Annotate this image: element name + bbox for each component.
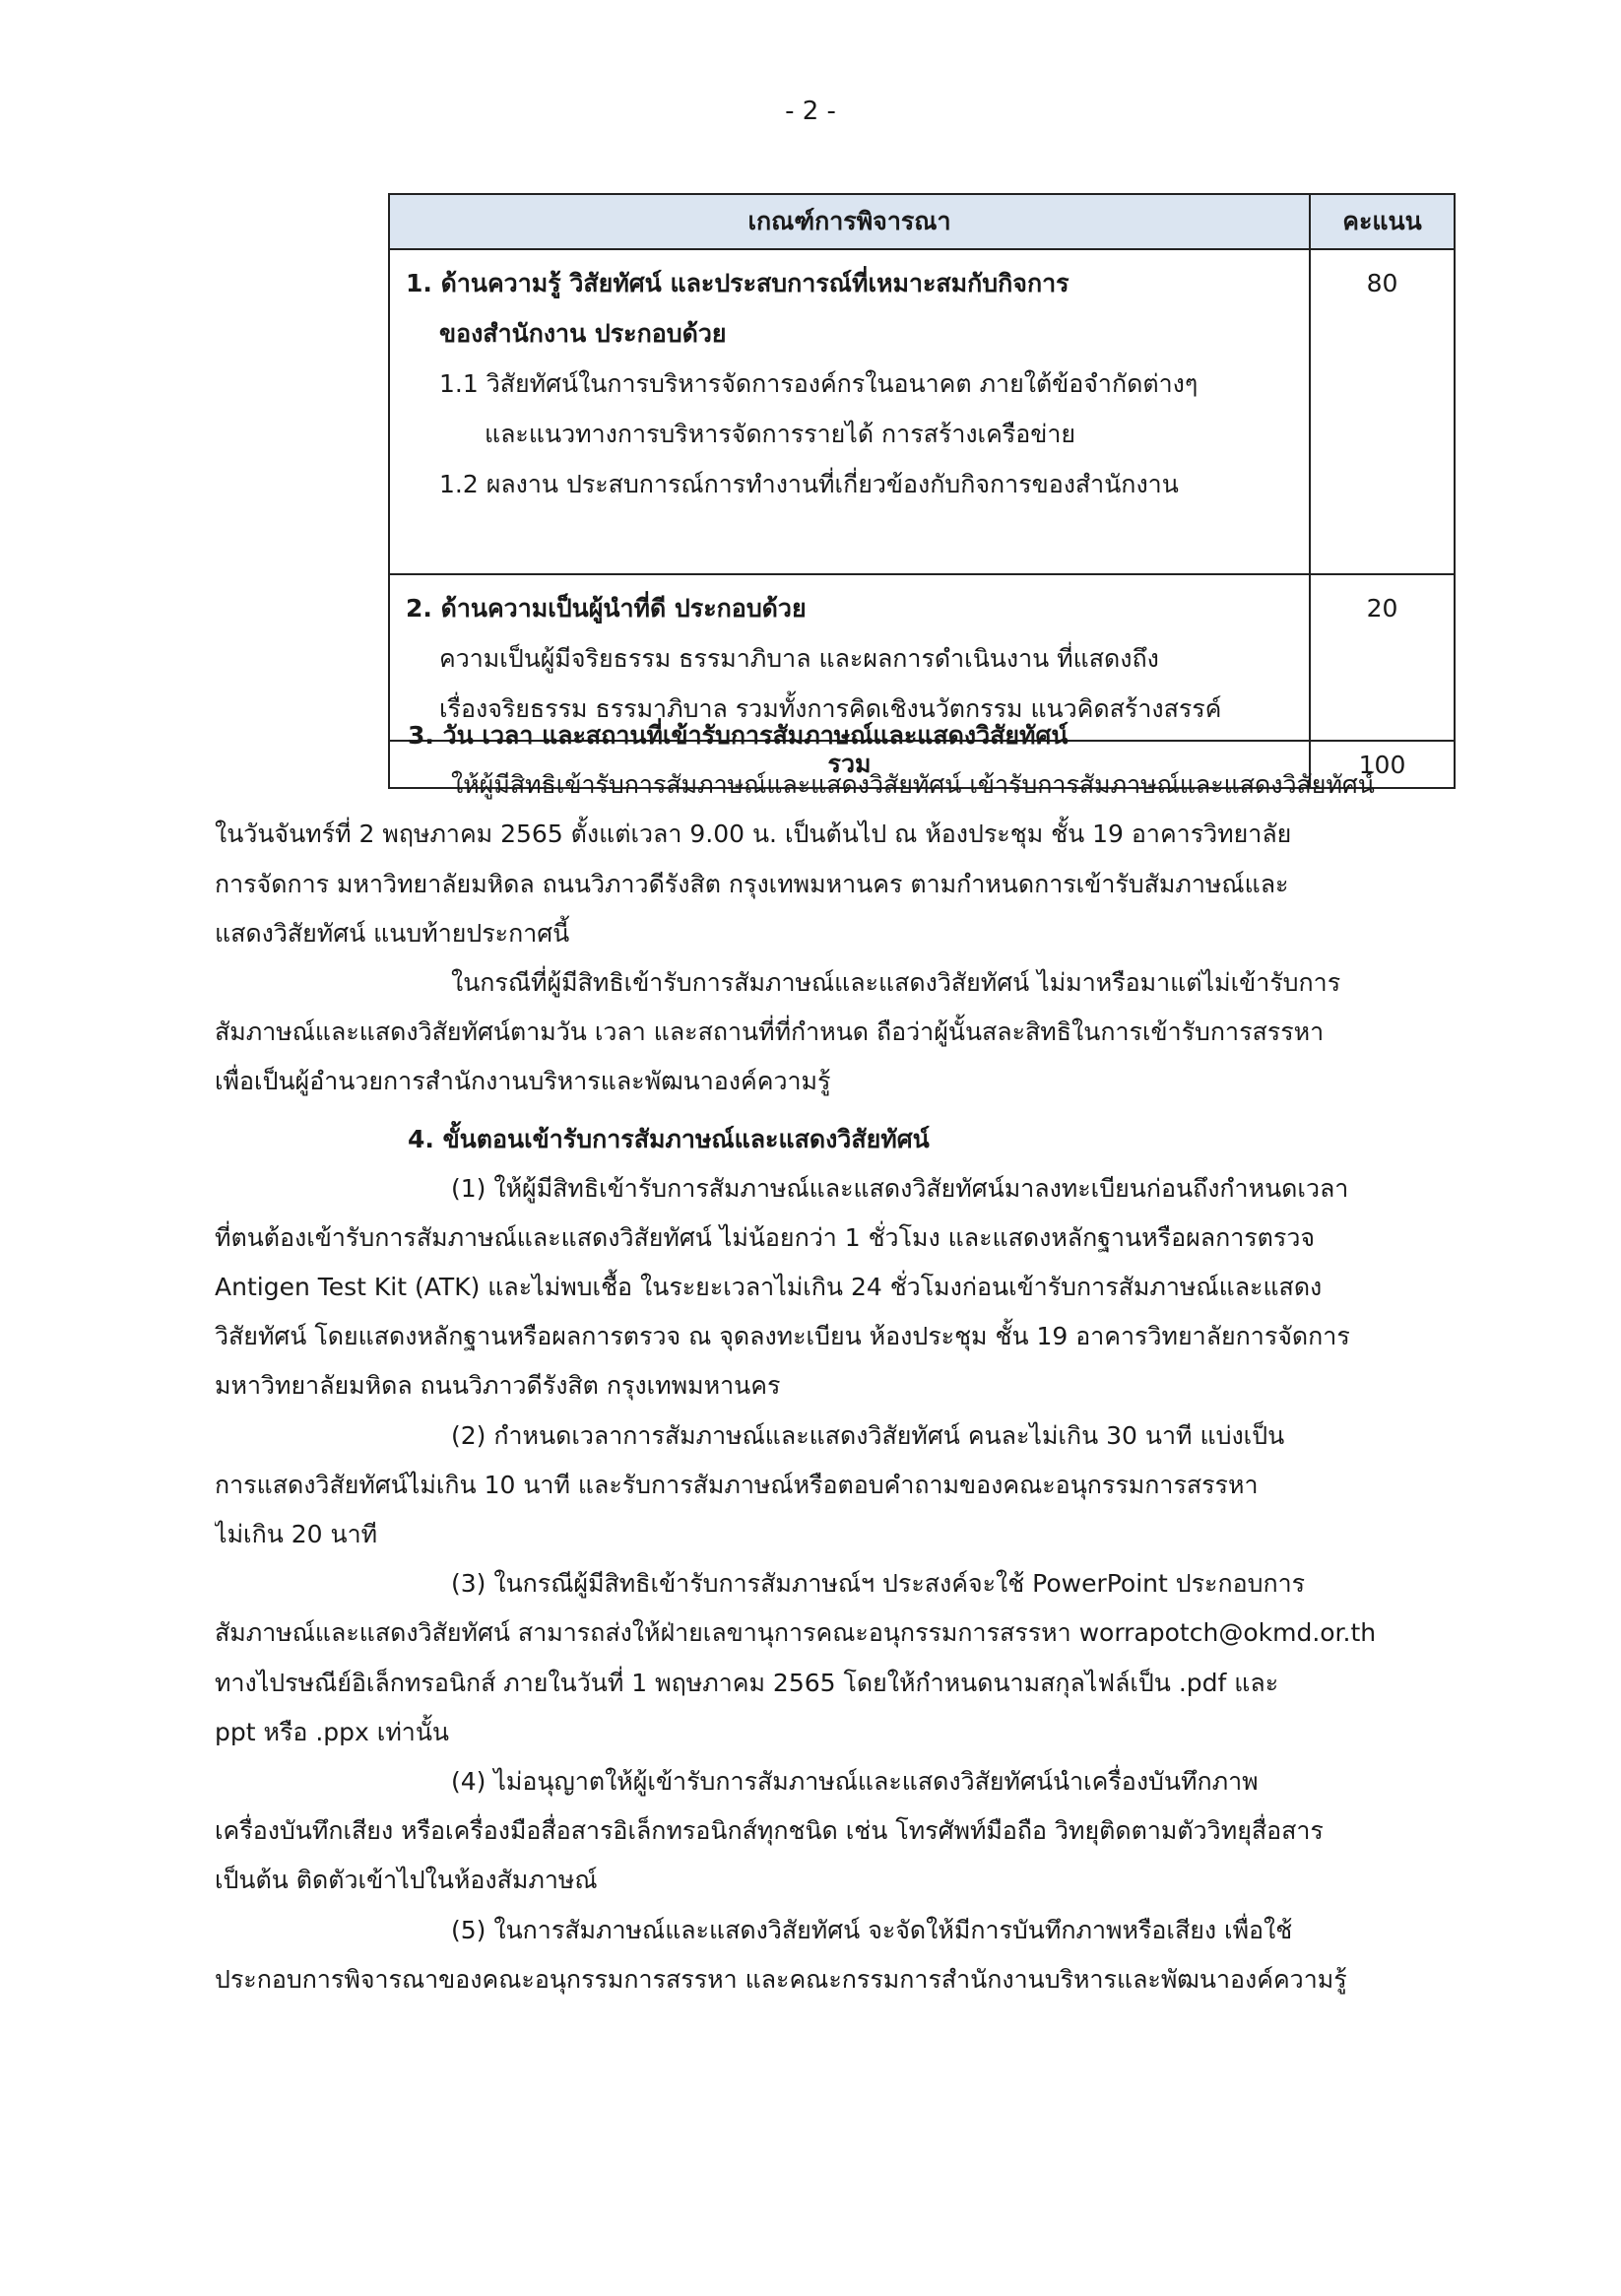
total-label: รวม xyxy=(389,741,1310,788)
section-4-item-3-line: (3) ในกรณีผู้มีสิทธิเข้ารับการสัมภาษณ์ฯ ประสงค์จะใช้ PowerPoint ประกอบการ xyxy=(451,1569,1306,1599)
section-4-item-4-line: เป็นต้น ติดตัวเข้าไปในห้องสัมภาษณ์ xyxy=(215,1866,598,1895)
section-3-paragraph-1-line: ให้ผู้มีสิทธิเข้ารับการสัมภาษณ์และแสดงวิสัยทัศน์ เข้ารับการสัมภาษณ์และแสดงวิสัยทัศน์ xyxy=(451,770,1375,800)
table-header-row xyxy=(389,194,1455,249)
section-4-item-4-line: เครื่องบันทึกเสียง หรือเครื่องมือสื่อสารอิเล็กทรอนิกส์ทุกชนิด เช่น โทรศัพท์มือถือ วิทยุติดตามตัววิทยุสื่อสาร xyxy=(215,1816,1324,1846)
criteria-table xyxy=(388,193,1456,789)
section-4-heading: 4. ขั้นตอนเข้ารับการสัมภาษณ์และแสดงวิสัยทัศน์ xyxy=(408,1124,930,1153)
section-4-item-5-line: ประกอบการพิจารณาของคณะอนุกรรมการสรรหา และคณะกรรมการสำนักงานบริหารและพัฒนาองค์ความรู้ xyxy=(215,1964,1347,1994)
section-4-item-3-line: ppt หรือ .ppx เท่านั้น xyxy=(215,1717,450,1746)
section-4-item-2-line: (2) กำหนดเวลาการสัมภาษณ์และแสดงวิสัยทัศน์ คนละไม่เกิน 30 นาที แบ่งเป็น xyxy=(451,1420,1285,1450)
section-4-item-4-line: (4) ไม่อนุญาตให้ผู้เข้ารับการสัมภาษณ์และแสดงวิสัยทัศน์นำเครื่องบันทึกภาพ xyxy=(451,1766,1259,1796)
criteria-cell xyxy=(389,249,1310,574)
section-4-item-2-line: การแสดงวิสัยทัศน์ไม่เกิน 10 นาที และรับการสัมภาษณ์หรือตอบคำถามของคณะอนุกรรมการสรรหา xyxy=(215,1470,1259,1499)
section-4-item-1-line: ที่ตนต้องเข้ารับการสัมภาษณ์และแสดงวิสัยทัศน์ ไม่น้อยกว่า 1 ชั่วโมง และแสดงหลักฐานหรือผลการตรวจ xyxy=(215,1222,1316,1252)
score-column-header: คะแนน xyxy=(1310,194,1455,249)
criteria-1-title: 1. ด้านความรู้ วิสัยทัศน์ และประสบการณ์ที่เหมาะสมกับกิจการ xyxy=(406,269,1070,297)
score-cell: 20 xyxy=(1310,574,1455,741)
section-3-paragraph-2-line: สัมภาษณ์และแสดงวิสัยทัศน์ตามวัน เวลา และสถานที่ที่กำหนด ถือว่าผู้นั้นสละสิทธิในการเข้ารับการสรรหา xyxy=(215,1017,1325,1047)
section-3-paragraph-1-line: การจัดการ มหาวิทยาลัยมหิดล ถนนวิภาวดีรังสิต กรุงเทพมหานคร ตามกำหนดการเข้ารับสัมภาษณ์และ xyxy=(215,869,1289,898)
section-4-item-5-line: (5) ในการสัมภาษณ์และแสดงวิสัยทัศน์ จะจัดให้มีการบันทึกภาพหรือเสียง เพื่อใช้ xyxy=(451,1915,1293,1944)
criteria-1-2: 1.2 ผลงาน ประสบการณ์การทำงานที่เกี่ยวข้องกับกิจการของสำนักงาน xyxy=(439,470,1179,498)
document-body xyxy=(215,711,1454,2004)
section-4-item-2-line: ไม่เกิน 20 นาที xyxy=(215,1520,378,1548)
section-3-heading: 3. วัน เวลา และสถานที่เข้ารับการสัมภาษณ์และแสดงวิสัยทัศน์ xyxy=(408,721,1069,750)
criteria-1-title-cont: ของสำนักงาน ประกอบด้วย xyxy=(439,319,727,348)
table-row xyxy=(389,249,1455,574)
section-4-item-1-line: Antigen Test Kit (ATK) และไม่พบเชื้อ ในระยะเวลาไม่เกิน 24 ชั่วโมงก่อนเข้ารับการสัมภาษณ์และแสดง xyxy=(215,1273,1323,1302)
section-4-item-1-line: (1) ให้ผู้มีสิทธิเข้ารับการสัมภาษณ์และแสดงวิสัยทัศน์มาลงทะเบียนก่อนถึงกำหนดเวลา xyxy=(451,1173,1349,1203)
section-4-item-3-line: ทางไปรษณีย์อิเล็กทรอนิกส์ ภายในวันที่ 1 พฤษภาคม 2565 โดยให้กำหนดนามสกุลไฟล์เป็น .pdf และ xyxy=(215,1668,1279,1697)
criteria-1-1: 1.1 วิสัยทัศน์ในการบริหารจัดการองค์กรในอนาคต ภายใต้ข้อจำกัดต่างๆ xyxy=(439,369,1199,398)
section-4-item-1-line: มหาวิทยาลัยมหิดล ถนนวิภาวดีรังสิต กรุงเทพมหานคร xyxy=(215,1371,781,1401)
page-number: - 2 - xyxy=(785,97,836,126)
criteria-1-1-cont: และแนวทางการบริหารจัดการรายได้ การสร้างเครือข่าย xyxy=(485,420,1076,448)
section-3-paragraph-2-line: เพื่อเป็นผู้อำนวยการสำนักงานบริหารและพัฒนาองค์ความรู้ xyxy=(215,1067,831,1096)
section-4-item-3-line: สัมภาษณ์และแสดงวิสัยทัศน์ สามารถส่งให้ฝ่ายเลขานุการคณะอนุกรรมการสรรหา worrapotch@okmd.or.th xyxy=(215,1618,1377,1648)
criteria-2-line-1: ความเป็นผู้มีจริยธรรม ธรรมาภิบาล และผลการดำเนินงาน ที่แสดงถึง xyxy=(439,644,1159,673)
score-cell: 80 xyxy=(1310,249,1455,574)
criteria-column-header: เกณฑ์การพิจารณา xyxy=(389,194,1310,249)
section-3-paragraph-2-line: ในกรณีที่ผู้มีสิทธิเข้ารับการสัมภาษณ์และแสดงวิสัยทัศน์ ไม่มาหรือมาแต่ไม่เข้ารับการ xyxy=(451,967,1341,997)
criteria-2-title: 2. ด้านความเป็นผู้นำที่ดี ประกอบด้วย xyxy=(406,594,807,623)
section-4-item-1-line: วิสัยทัศน์ โดยแสดงหลักฐานหรือผลการตรวจ ณ จุดลงทะเบียน ห้องประชุม ชั้น 19 อาคารวิทยาลัยการจัดการ xyxy=(215,1322,1350,1351)
section-3-paragraph-1-line: แสดงวิสัยทัศน์ แนบท้ายประกาศนี้ xyxy=(215,918,570,948)
section-3-paragraph-1-line: ในวันจันทร์ที่ 2 พฤษภาคม 2565 ตั้งแต่เวลา 9.00 น. เป็นต้นไป ณ ห้องประชุม ชั้น 19 อาคารวิทยาลัย xyxy=(215,820,1292,849)
total-score: 100 xyxy=(1310,741,1455,788)
criteria-2-line-2: เรื่องจริยธรรม ธรรมาภิบาล รวมทั้งการคิดเชิงนวัตกรรม แนวคิดสร้างสรรค์ xyxy=(439,694,1222,723)
